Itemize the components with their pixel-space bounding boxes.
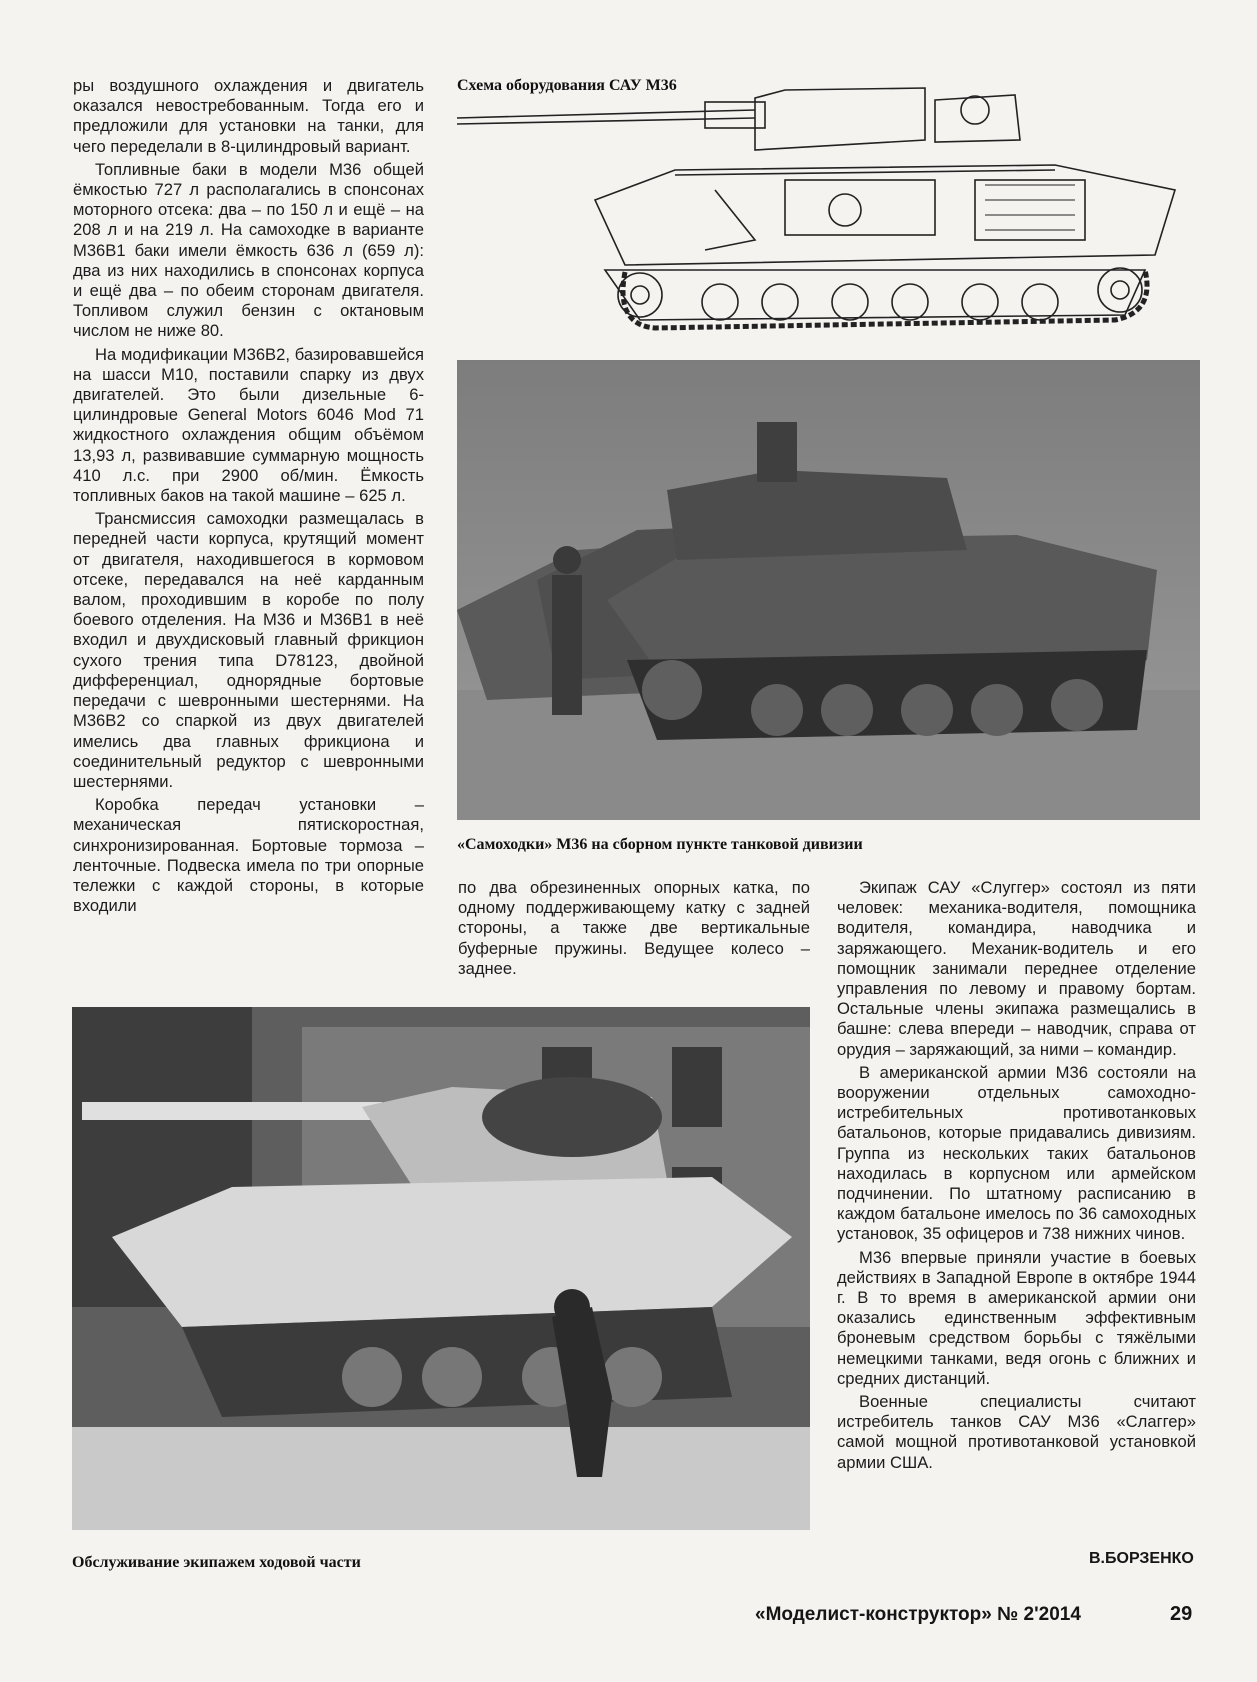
right-paragraph: М36 впервые приняли участие в боевых действиях в Западной Европе в октябре 1944 г. В то время в американской армии они оказались единственным эффективным броневым средством борьбы с тяжёлыми немецкими танками, ведя огонь с ближних и средних дистанций.: [837, 1247, 1196, 1388]
photo-bottom-caption: Обслуживание экипажем ходовой части: [72, 1554, 361, 1571]
crew-maintenance-photo-image: [72, 1007, 810, 1530]
tank-column-photo: [457, 360, 1200, 820]
crew-maintenance-photo: [72, 1007, 810, 1530]
scheme-caption: Схема оборудования САУ М36: [457, 77, 677, 94]
tank-scheme-drawing: [455, 80, 1195, 345]
left-paragraph: На модификации М36В2, базировавшейся на шасси М10, поставили спарку из двух двигателей. Это были дизельные 6-цилиндровые General Motors 6046 Mod 71 жидкостного охлаждения общим объёмом 13,93 л, развивавшие суммарную мощность 410 л.с. при 2900 об/мин. Ёмкость топливных баков на такой машине – 625 л.: [73, 344, 424, 506]
right-paragraph: Военные специалисты считают истребитель танков САУ М36 «Слаггер» самой мощной противотанковой установкой армии США.: [837, 1392, 1196, 1472]
right-paragraph: В американской армии М36 состояли на вооружении отдельных самоходно-истребительных противотанковых батальонов, которые придавались дивизиям. Группа из нескольких таких батальонов находилась в корпусном или армейском подчинении. По штатному расписанию в каждом батальоне имелось по 36 самоходных установок, 35 офицеров и 738 нижних чинов.: [837, 1062, 1196, 1244]
equipment-scheme: [455, 80, 1195, 345]
tank-column-photo-image: [457, 360, 1200, 820]
right-paragraph: Экипаж САУ «Слуггер» состоял из пяти человек: механика-водителя, помощника водителя, командира, наводчика и заряжающего. Механик-водитель и его помощник занимали переднее отделение управления по левому и правому бортам. Остальные члены экипажа размещались в башне: слева впереди – наводчик, справа от орудия – заряжающий, за ними – командир.: [837, 878, 1196, 1059]
middle-column: [458, 878, 810, 979]
left-paragraph: Трансмиссия самоходки размещалась в передней части корпуса, крутящий момент от двигателя, находившегося в кормовом отсеке, передавался на неё карданным валом, проходившим в коробе по полу боевого отделения. На М36 и М36В1 в неё входил и двухдисковый главный фрикцион сухого трения типа D78123, двойной дифференциал, однорядные бортовые передачи с шевронными шестернями. На М36В2 со спаркой из двух двигателей имелись два главных фрикциона и соединительный редуктор с шевронными шестернями.: [73, 509, 424, 791]
left-paragraph: Топливные баки в модели М36 общей ёмкостью 727 л располагались в спонсонах моторного отсека: два – по 150 л и ещё – на 208 л и на 219 л. На самоходке в варианте М36В1 баки имели ёмкость 636 л (659 л): два из них находились в спонсонах корпуса и ещё два – по обеим сторонам двигателя. Топливом служил бензин с октановым числом не ниже 80.: [73, 159, 424, 341]
left-column: [73, 76, 424, 916]
right-column: [837, 878, 1196, 1473]
left-paragraph: Коробка передач установки – механическая пятискоростная, синхронизированная. Бортовые тормоза – ленточные. Подвеска имела по три опорные тележки с каждой стороны, в которые входили: [73, 795, 424, 916]
author-signature: В.БОРЗЕНКО: [1089, 1550, 1194, 1567]
middle-paragraph: по два обрезиненных опорных катка, по одному поддерживающему катку с задней стороны, а также две вертикальные буферные пружины. Ведущее колесо – заднее.: [458, 878, 810, 978]
page-number: 29: [1170, 1603, 1193, 1625]
journal-footer: «Моделист-конструктор» № 2'2014: [755, 1604, 1081, 1625]
left-paragraph: ры воздушного охлаждения и двигатель оказался невостребованным. Тогда его и предложили для установки на танки, для чего переделали в 8-цилиндровый вариант.: [73, 76, 424, 156]
photo-top-caption: «Самоходки» М36 на сборном пункте танковой дивизии: [457, 836, 863, 853]
